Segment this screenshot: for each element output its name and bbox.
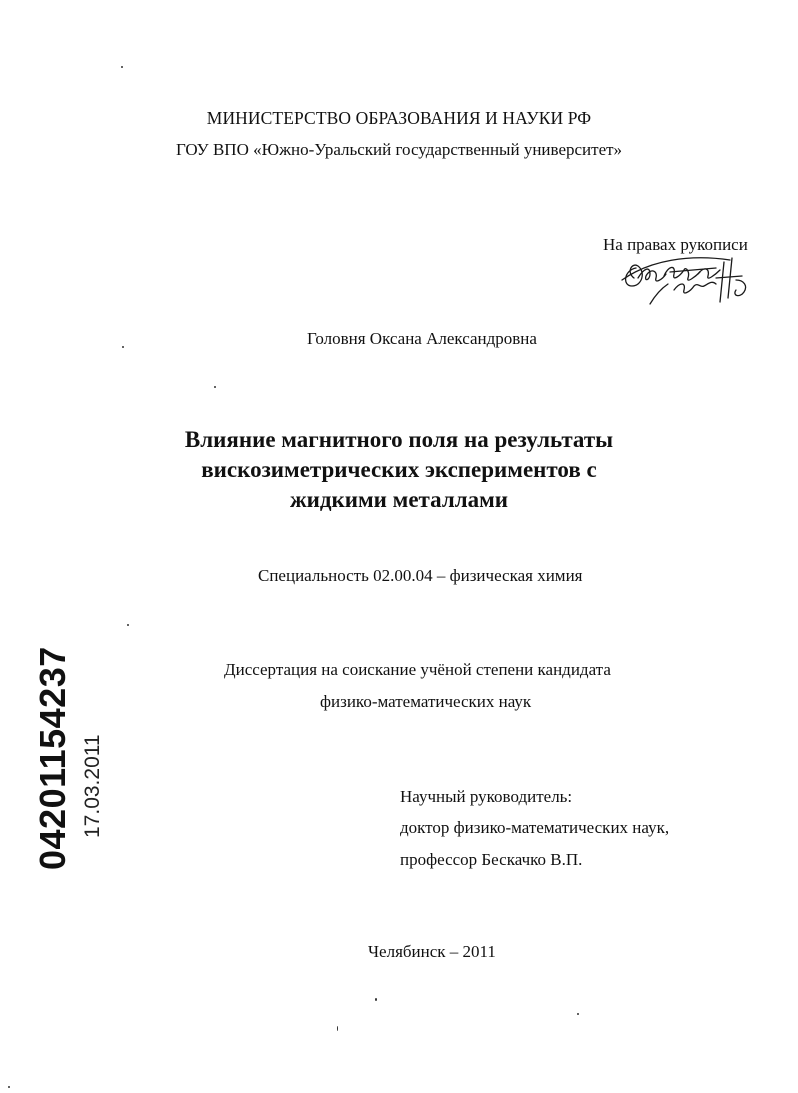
ministry-heading: МИНИСТЕРСТВО ОБРАЗОВАНИЯ И НАУКИ РФ bbox=[206, 108, 592, 128]
stamp-number: 04201154237 bbox=[32, 646, 73, 870]
city-year: Челябинск – 2011 bbox=[368, 942, 496, 961]
thesis-title-line-1: Влияние магнитного поля на результаты bbox=[184, 427, 614, 452]
scan-speck bbox=[127, 624, 129, 626]
scan-speck bbox=[375, 998, 377, 1001]
dissertation-line-1: Диссертация на соискание учёной степени кандидата bbox=[224, 660, 611, 679]
specialty-line: Специальность 02.00.04 – физическая химия bbox=[258, 566, 583, 585]
scan-speck bbox=[214, 386, 216, 388]
library-stamp bbox=[28, 646, 104, 875]
advisor-degree: доктор физико-математических наук, bbox=[400, 818, 670, 837]
stamp-date: 17.03.2011 bbox=[81, 734, 104, 838]
thesis-title-line-3: жидкими металлами bbox=[289, 487, 509, 512]
scan-speck bbox=[8, 1086, 10, 1088]
handwritten-signature bbox=[620, 250, 760, 306]
manuscript-note: На правах рукописи bbox=[603, 235, 748, 254]
dissertation-line-2: физико-математических наук bbox=[320, 692, 532, 711]
author-name: Головня Оксана Александровна bbox=[307, 329, 537, 348]
advisor-name: профессор Бескачко В.П. bbox=[400, 850, 583, 869]
scan-speck bbox=[337, 1026, 338, 1031]
scan-speck bbox=[122, 346, 124, 348]
thesis-title-line-2: вискозиметрических экспериментов с bbox=[201, 457, 597, 482]
university-heading: ГОУ ВПО «Южно-Уральский государственный университет» bbox=[175, 140, 623, 159]
scan-speck bbox=[577, 1013, 579, 1015]
scan-speck bbox=[121, 66, 123, 68]
advisor-label: Научный руководитель: bbox=[400, 787, 573, 806]
